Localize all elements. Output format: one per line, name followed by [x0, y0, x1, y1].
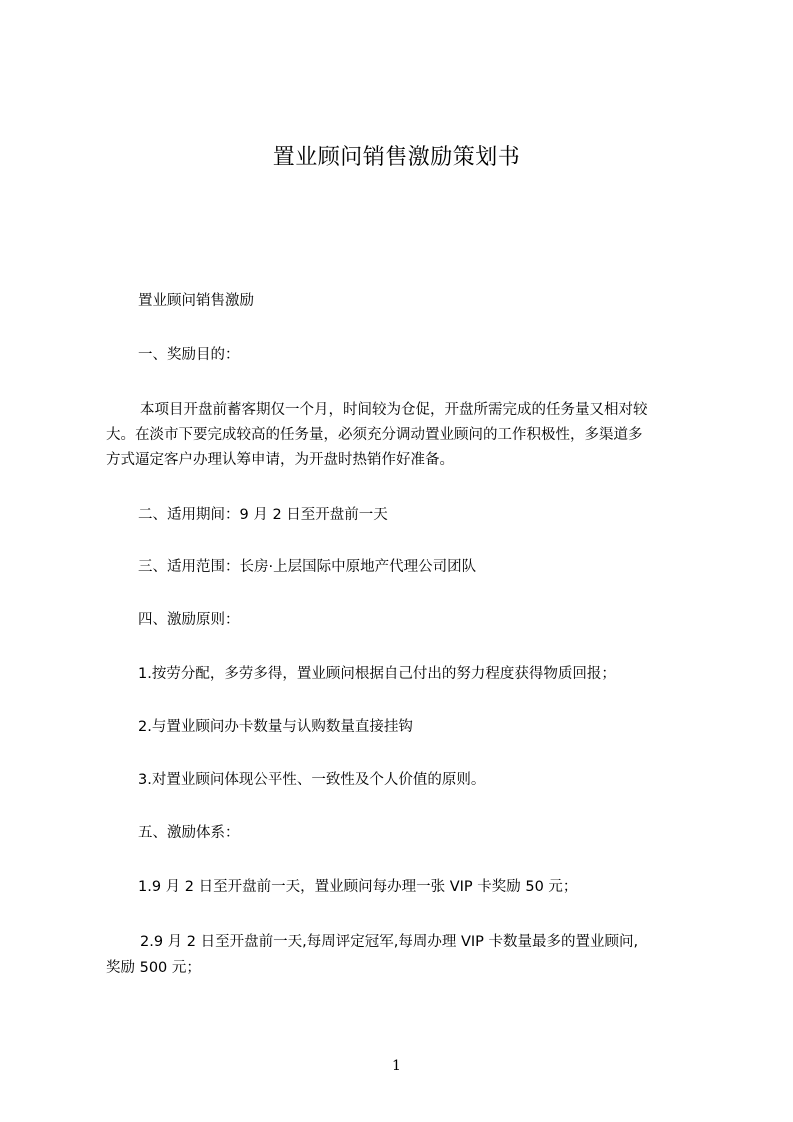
paragraph-line: 方式逼定客户办理认筹申请，为开盘时热销作好准备。 [106, 452, 454, 468]
purpose-paragraph [106, 398, 710, 473]
paragraph-line: 本项目开盘前蓄客期仅一个月，时间较为仓促，开盘所需完成的任务量又相对较 [140, 402, 648, 418]
principle-item: 2.与置业顾问办卡数量与认购数量直接挂钩 [138, 719, 413, 735]
paragraph-line: 大。在淡市下要完成较高的任务量，必须充分调动置业顾问的工作积极性，多渠道多 [106, 427, 643, 443]
incentive-item-weekly [106, 929, 706, 981]
incentive-item: 1.9 月 2 日至开盘前一天，置业顾问每办理一张 VIP 卡奖励 50 元； [138, 879, 578, 895]
principle-item: 3.对置业顾问体现公平性、一致性及个人价值的原则。 [138, 772, 486, 788]
section-heading-purpose: 一、奖励目的： [138, 347, 240, 363]
principle-item: 1.按劳分配，多劳多得，置业顾问根据自己付出的努力程度获得物质回报； [138, 666, 616, 682]
section-heading-principles: 四、激励原则： [138, 612, 240, 628]
paragraph-line: 奖励 500 元； [106, 960, 201, 976]
section-heading-incentive-system: 五、激励体系： [138, 825, 240, 841]
page-number: 1 [392, 1058, 401, 1074]
document-title: 置业顾问销售激励策划书 [272, 145, 521, 170]
document-subtitle: 置业顾问销售激励 [138, 293, 254, 309]
section-applicable-scope: 三、适用范围：长房·上层国际中原地产代理公司团队 [138, 559, 477, 575]
paragraph-line: 2.9 月 2 日至开盘前一天,每周评定冠军,每周办理 VIP 卡数量最多的置业顾问, [140, 934, 639, 950]
section-applicable-period: 二、适用期间：9 月 2 日至开盘前一天 [138, 507, 388, 523]
